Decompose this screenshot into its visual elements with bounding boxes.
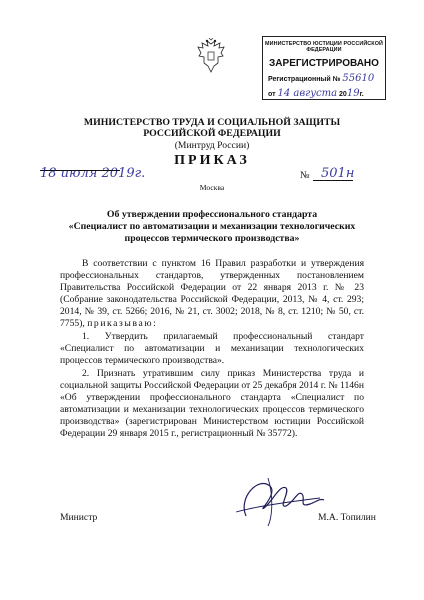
stamp-year-suffix: 19: [346, 88, 360, 99]
stamp-org: МИНИСТЕРСТВО ЮСТИЦИИ РОССИЙСКОЙ ФЕДЕРАЦИИ: [265, 41, 383, 53]
order-body: [60, 258, 364, 440]
ministry-short-name: (Минтруд России): [174, 140, 250, 151]
subject-line-2: «Специалист по автоматизации и механизации технологических: [68, 221, 356, 232]
signature-icon: [228, 468, 328, 530]
stamp-reg-label: Регистрационный №: [268, 76, 341, 83]
number-underline: [313, 180, 353, 181]
stamp-date-value: 14 августа: [277, 88, 338, 99]
subject-line-3: процессов термического производства»: [124, 233, 300, 244]
paragraph-item-1: 1. Утвердить прилагаемый профессиональный стандарт «Специалист по автоматизации и механизации технологических процессов термического производства».: [60, 331, 364, 366]
ministry-name: [40, 117, 384, 139]
stamp-year-end: г.: [359, 91, 364, 98]
stamp-date-row: [263, 88, 385, 99]
double-headed-eagle-emblem-icon: [196, 38, 226, 74]
city: Москва: [199, 183, 225, 192]
order-date: 18 июля 2019г.: [40, 166, 146, 181]
paragraph-item-2: 2. Признать утратившим силу приказ Министерства труда и социальной защиты Российской Федерации от 25 декабря 2014 г. № 1146н «Об утверждении профессионального стандарта «Специалист по автоматизации и механизации технологических процессов термического производства» (зарегистрирован Министерством юстиции Российской Федерации 29 января 2015 г., регистрационный № 35772).: [60, 368, 364, 439]
preamble-text: В соответствии с пунктом 16 Правил разработки и утверждения профессиональных стандартов, утвержденных постановлением Правительства Российской Федерации от 22 января 2013 г. № 23 (Собрание законодательства Российской Федерации, 2013, № 4, ст. 293; 2014, № 39, ст. 5266; 2016, № 21, ст. 3002; 2018, № 8, ст. 1210; № 50, ст. 7755),: [60, 258, 364, 329]
stamp-reg-number: 55610: [342, 73, 375, 84]
signatory-name: М.А. Топилин: [318, 512, 376, 523]
stamp-status: ЗАРЕГИСТРИРОВАНО: [269, 58, 379, 69]
order-subject: [60, 209, 364, 245]
date-underline: [40, 170, 120, 171]
paragraph-preamble: [60, 258, 364, 330]
ministry-line-2: РОССИЙСКОЙ ФЕДЕРАЦИИ: [143, 128, 281, 139]
preamble-command: приказываю:: [87, 318, 158, 329]
stamp-year-prefix: 20: [339, 91, 347, 98]
signatory-position: Министр: [60, 512, 98, 523]
stamp-reg-row: [263, 73, 385, 84]
ministry-line-1: МИНИСТЕРСТВО ТРУДА И СОЦИАЛЬНОЙ ЗАЩИТЫ: [83, 117, 341, 128]
stamp-date-prefix: от: [268, 91, 276, 98]
order-number-label: №: [300, 170, 310, 181]
order-number: 501н: [321, 166, 355, 181]
registration-stamp: [262, 36, 386, 100]
document-type: ПРИКАЗ: [174, 153, 250, 168]
subject-line-1: Об утверждении профессионального стандарта: [106, 209, 318, 220]
